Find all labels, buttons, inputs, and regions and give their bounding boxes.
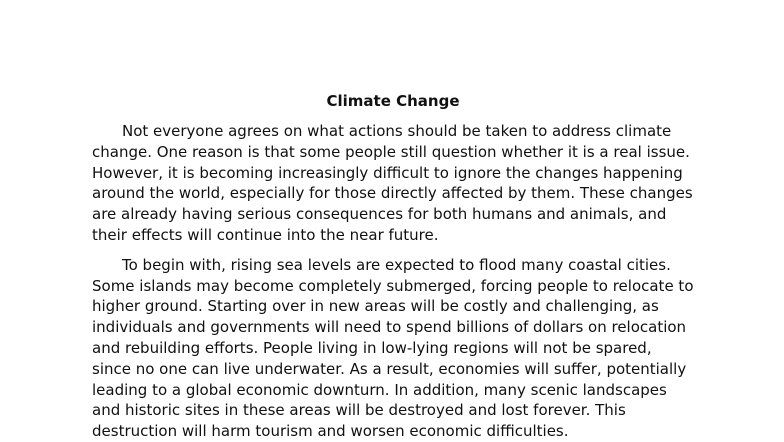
document-body [92, 90, 694, 442]
paragraph-intro: Not everyone agrees on what actions should be taken to address climate change. One reason is that some people still question whether it is a real issue. However, it is becoming increasingly difficult to ignore the changes happening around the world, especially for those directly affected by them. These changes are already having serious consequences for both humans and animals, and their effects will continue into the near future. [92, 122, 693, 244]
document-title: Climate Change [326, 92, 460, 110]
paragraph-sea-levels: To begin with, rising sea levels are expected to flood many coastal cities. Some islands may become completely submerged, forcing people to relocate to higher ground. Starting over in new areas will be costly and challenging, as individuals and governments will need to spend billions of dollars on relocation and rebuilding efforts. People living in low-lying regions will not be spared, since no one can live underwater. As a result, economies will suffer, potentially leading to a global economic downturn. In addition, many scenic landscapes and historic sites in these areas will be destroyed and lost forever. This destruction will harm tourism and worsen economic difficulties. [92, 255, 694, 441]
